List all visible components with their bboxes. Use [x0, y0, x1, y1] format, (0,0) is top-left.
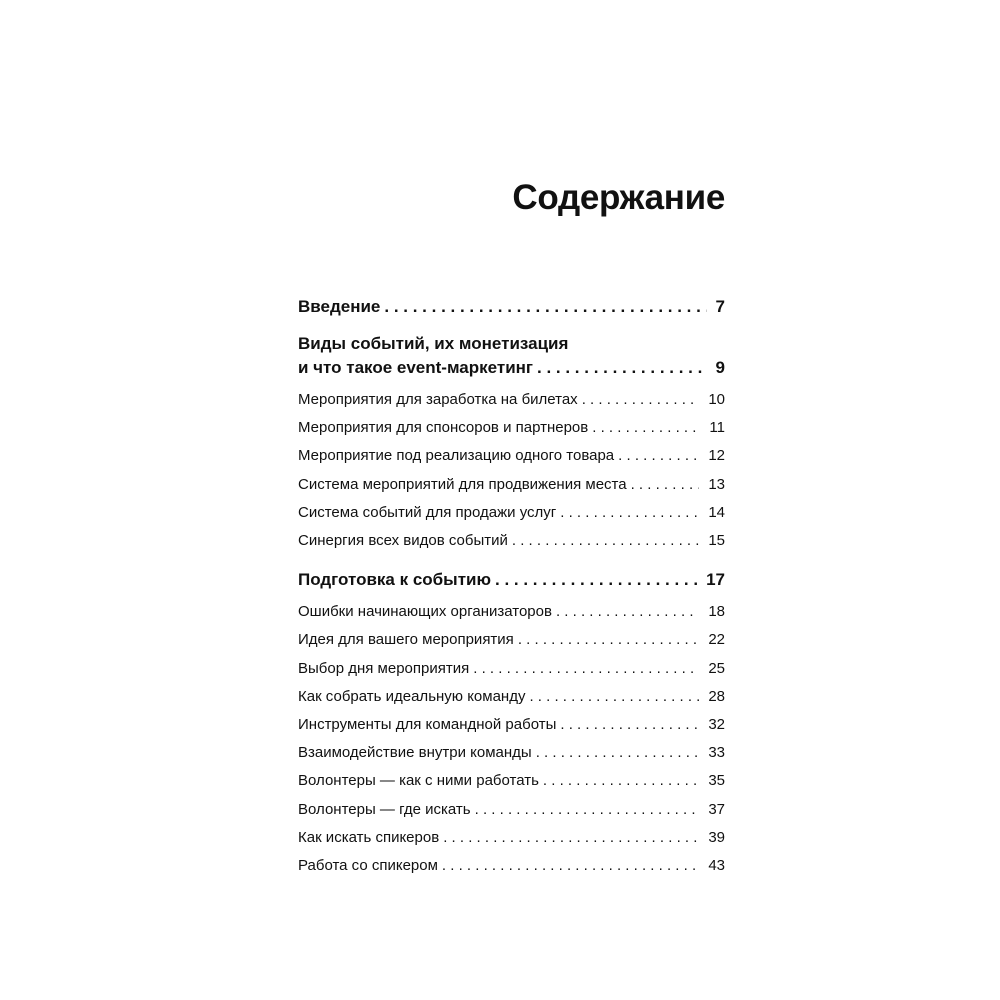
leader-dots	[495, 568, 702, 592]
toc-subentry-page: 22	[708, 631, 725, 649]
leader-dots	[560, 499, 699, 527]
table-of-contents	[298, 295, 725, 893]
leader-dots	[529, 683, 699, 711]
leader-dots	[512, 527, 699, 555]
toc-subentry-page: 14	[708, 503, 725, 521]
toc-subentry-label: Мероприятия для спонсоров и партнеров	[298, 419, 589, 437]
toc-subentry-label: Ошибки начинающих организаторов	[298, 603, 552, 621]
page-title: Содержание	[512, 178, 725, 217]
toc-entry-chapter2	[298, 568, 725, 592]
leader-dots	[582, 386, 699, 414]
toc-subentry-page: 37	[708, 800, 725, 818]
toc-subentry-label: Мероприятия для заработка на билетах	[298, 391, 578, 408]
toc-section-chapter1	[298, 332, 725, 555]
toc-subentry	[298, 767, 725, 795]
toc-subentry	[298, 683, 725, 711]
toc-subentry-label: Мероприятие под реализацию одного товара	[298, 447, 615, 465]
toc-subentry	[298, 739, 725, 767]
toc-subentry-page: 35	[708, 772, 725, 790]
toc-subentry-label: Как собрать идеальную команду	[298, 687, 526, 705]
toc-entry-intro	[298, 295, 725, 319]
leader-dots	[442, 852, 699, 880]
toc-subentry	[298, 414, 725, 442]
leader-dots	[443, 824, 699, 852]
toc-subentry-page: 33	[708, 744, 725, 762]
toc-entry-label-line2: и что такое event-маркетинг	[298, 358, 534, 377]
leader-dots	[631, 471, 699, 499]
toc-subentry-label: Как искать спикеров	[298, 828, 440, 846]
toc-subentry	[298, 386, 725, 414]
toc-subentry-label: Синергия всех видов событий	[298, 532, 508, 550]
toc-entry-page: 9	[715, 358, 725, 377]
toc-subentry	[298, 598, 725, 626]
leader-dots	[475, 796, 699, 824]
toc-subentry	[298, 499, 725, 527]
leader-dots	[556, 598, 699, 626]
toc-subentry-page: 10	[708, 391, 725, 408]
toc-subentry-page: 43	[708, 857, 725, 875]
toc-subentry	[298, 471, 725, 499]
toc-subentry-label: Волонтеры — где искать	[298, 800, 471, 818]
toc-subentry-page: 11	[709, 419, 725, 437]
toc-entry-chapter1	[298, 332, 725, 380]
leader-dots	[592, 414, 699, 442]
toc-subentry	[298, 527, 725, 555]
toc-subentry-label: Волонтеры — как с ними работать	[298, 772, 539, 790]
toc-subentry-page: 15	[708, 532, 725, 550]
leader-dots	[384, 295, 707, 319]
leader-dots	[518, 626, 699, 654]
toc-subentry-page: 13	[708, 475, 725, 493]
toc-subentry	[298, 442, 725, 470]
leader-dots	[560, 711, 699, 739]
toc-subentry	[298, 824, 725, 852]
toc-entry-label-line1: Виды событий, их монетизация	[298, 334, 569, 353]
leader-dots	[543, 767, 699, 795]
toc-subentry-label: Взаимодействие внутри команды	[298, 744, 532, 762]
toc-subentry-label: Система мероприятий для продвижения места	[298, 475, 627, 493]
toc-subentry-page: 25	[708, 659, 725, 677]
toc-subentry	[298, 852, 725, 880]
leader-dots	[536, 739, 699, 767]
toc-subentry	[298, 655, 725, 683]
toc-subentry-page: 39	[708, 828, 725, 846]
toc-subentry-page: 28	[708, 687, 725, 705]
leader-dots	[473, 655, 699, 683]
toc-subentry-label: Работа со спикером	[298, 857, 438, 875]
toc-section-intro	[298, 295, 725, 319]
toc-subentry	[298, 711, 725, 739]
toc-entry-label: Подготовка к событию	[298, 570, 491, 590]
toc-entry-label: Введение	[298, 297, 381, 316]
toc-subentry-label: Система событий для продажи услуг	[298, 503, 557, 521]
leader-dots	[537, 356, 707, 380]
toc-subentry-page: 12	[708, 447, 725, 465]
toc-subentry-page: 18	[708, 603, 725, 621]
toc-subentry-label: Идея для вашего мероприятия	[298, 631, 514, 649]
toc-subentries	[298, 598, 725, 880]
toc-subentry-page: 32	[708, 716, 725, 734]
toc-entry-page: 7	[715, 297, 725, 316]
leader-dots	[618, 442, 699, 470]
toc-subentry	[298, 626, 725, 654]
toc-section-chapter2	[298, 568, 725, 880]
toc-entry-page: 17	[706, 570, 725, 590]
toc-subentry-label: Инструменты для командной работы	[298, 716, 557, 734]
toc-subentry	[298, 796, 725, 824]
toc-subentries	[298, 386, 725, 555]
toc-subentry-label: Выбор дня мероприятия	[298, 659, 470, 677]
